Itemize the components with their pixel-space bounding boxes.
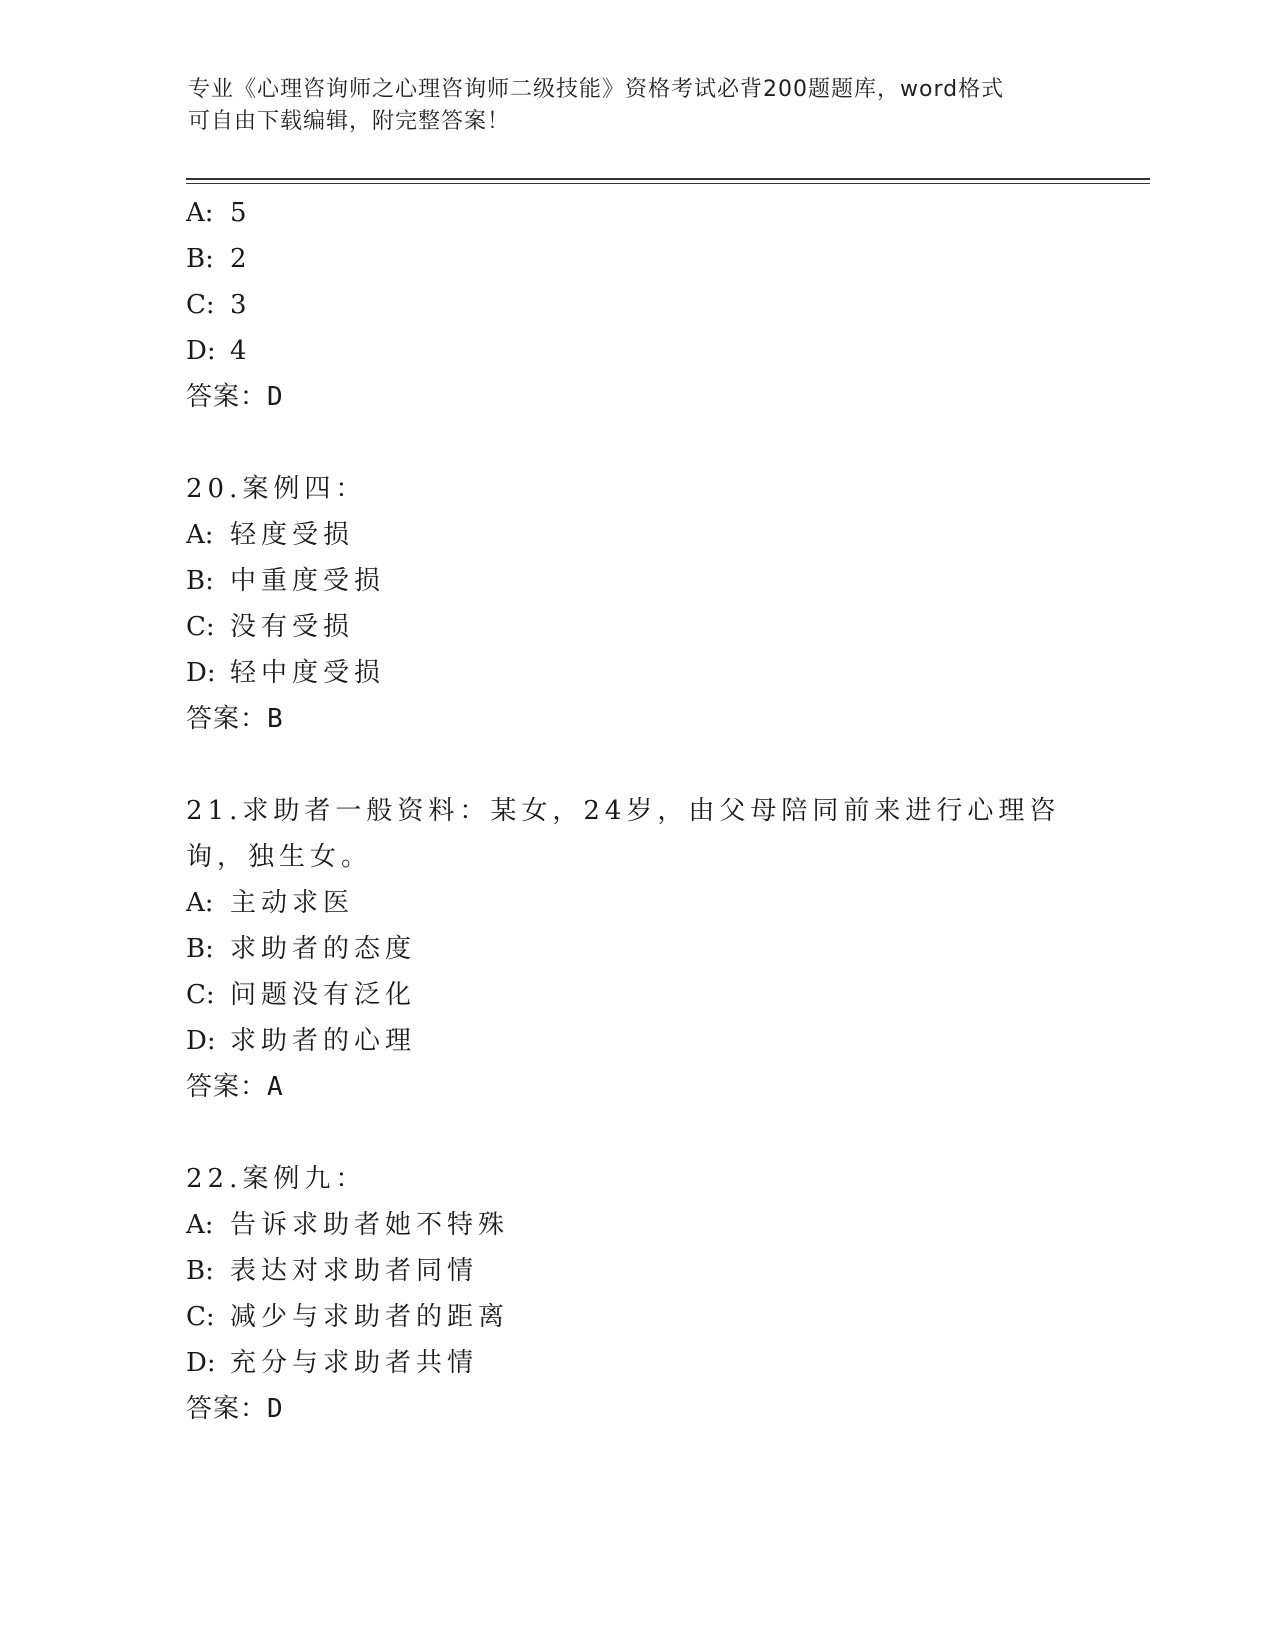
option-c <box>186 604 1116 650</box>
option-text: 轻中度受损 <box>230 658 386 688</box>
option-text: 没有受损 <box>230 612 355 642</box>
option-letter: B: <box>186 244 214 274</box>
option-text: 中重度受损 <box>230 566 386 596</box>
spacer <box>186 420 1116 466</box>
option-text: 充分与求助者共情 <box>230 1348 479 1378</box>
option-letter: D: <box>186 336 216 366</box>
option-c <box>186 1294 1116 1340</box>
option-b <box>186 926 1116 972</box>
question-21 <box>186 788 1116 1110</box>
option-b <box>186 1248 1116 1294</box>
option-letter: D: <box>186 658 216 688</box>
header-line-2: 可自由下载编辑，附完整答案！ <box>188 109 511 134</box>
option-letter: B: <box>186 566 214 596</box>
option-text: 表达对求助者同情 <box>230 1256 479 1286</box>
option-letter: C: <box>186 1302 215 1332</box>
option-letter: A: <box>186 520 214 550</box>
option-a <box>186 190 1116 236</box>
option-text: 2 <box>230 244 252 274</box>
question-fragment <box>186 190 1116 420</box>
option-letter: B: <box>186 1256 214 1286</box>
option-text: 主动求医 <box>230 888 355 918</box>
option-text: 问题没有泛化 <box>230 980 417 1010</box>
question-text: 20.案例四： <box>186 474 367 504</box>
option-letter: A: <box>186 888 214 918</box>
option-text: 告诉求助者她不特殊 <box>230 1210 510 1240</box>
header-line-1: 专业《心理咨询师之心理咨询师二级技能》资格考试必背200题题库，word格式 <box>188 77 1005 102</box>
option-text: 5 <box>230 198 252 228</box>
header-rule-bottom <box>186 183 1150 184</box>
answer-label: 答案： <box>186 382 268 412</box>
answer-value: B <box>267 704 284 734</box>
option-letter: C: <box>186 290 215 320</box>
option-c <box>186 972 1116 1018</box>
option-letter: C: <box>186 612 215 642</box>
option-c <box>186 282 1116 328</box>
option-letter: D: <box>186 1348 216 1378</box>
answer-line <box>186 696 1116 742</box>
answer-line <box>186 374 1116 420</box>
option-text: 4 <box>230 336 252 366</box>
answer-label: 答案： <box>186 1394 268 1424</box>
answer-label: 答案： <box>186 704 268 734</box>
option-text: 减少与求助者的距离 <box>230 1302 510 1332</box>
option-text: 3 <box>230 290 252 320</box>
option-letter: D: <box>186 1026 216 1056</box>
option-d <box>186 328 1116 374</box>
question-20 <box>186 466 1116 742</box>
option-b <box>186 558 1116 604</box>
option-d <box>186 1340 1116 1386</box>
answer-value: D <box>267 1394 284 1424</box>
option-text: 求助者的态度 <box>230 934 417 964</box>
option-b <box>186 236 1116 282</box>
spacer <box>186 1110 1116 1156</box>
spacer <box>186 742 1116 788</box>
option-a <box>186 880 1116 926</box>
document-header <box>188 74 1088 138</box>
header-rule-top <box>186 178 1150 180</box>
option-text: 轻度受损 <box>230 520 355 550</box>
question-text: 21.求助者一般资料：某女，24岁，由父母陪同前来进行心理咨询，独生女。 <box>186 796 1061 872</box>
option-d <box>186 1018 1116 1064</box>
answer-value: A <box>267 1072 284 1102</box>
option-letter: A: <box>186 198 214 228</box>
answer-label: 答案： <box>186 1072 268 1102</box>
answer-value: D <box>267 382 284 412</box>
option-letter: A: <box>186 1210 214 1240</box>
question-text: 22.案例九： <box>186 1164 367 1194</box>
answer-line <box>186 1064 1116 1110</box>
option-a <box>186 512 1116 558</box>
option-a <box>186 1202 1116 1248</box>
option-d <box>186 650 1116 696</box>
option-letter: B: <box>186 934 214 964</box>
question-22 <box>186 1156 1116 1432</box>
question-list <box>186 190 1116 1432</box>
answer-line <box>186 1386 1116 1432</box>
option-text: 求助者的心理 <box>230 1026 417 1056</box>
option-letter: C: <box>186 980 215 1010</box>
